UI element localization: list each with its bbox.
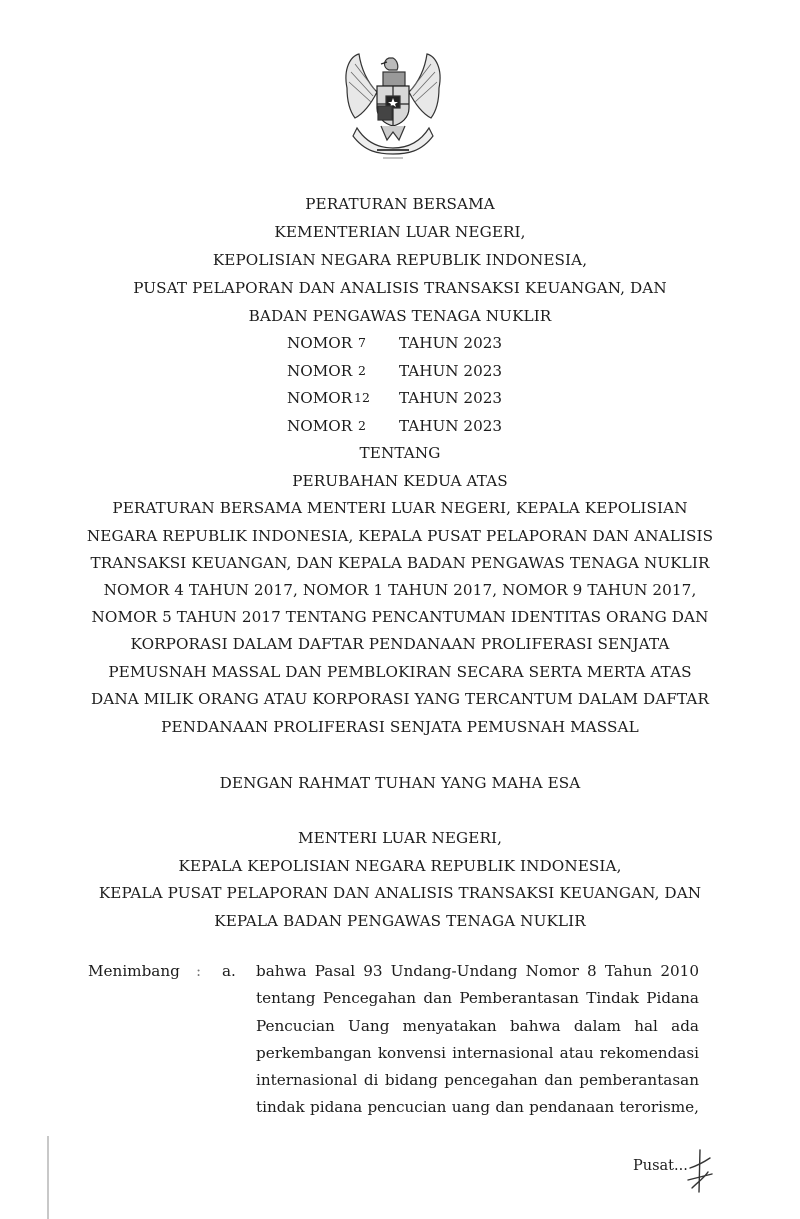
invocation: DENGAN RAHMAT TUHAN YANG MAHA ESA [219, 774, 581, 792]
paragraph-line: tentang Pencegahan dan Pemberantasan Tindak Pidana [256, 989, 699, 1008]
item-marker: a. [222, 962, 236, 980]
nomor-label: NOMOR [287, 389, 353, 407]
heading-line: BADAN PENGAWAS TENAGA NUKLIR [248, 307, 552, 325]
paragraph-line: perkembangan konvensi internasional atau rekomendasi [256, 1043, 699, 1062]
paragraph-line: tindak pidana pencucian uang dan pendanaan terorisme, [256, 1098, 699, 1117]
officials-line: KEPALA BADAN PENGAWAS TENAGA NUKLIR [214, 912, 586, 930]
paragraph-line: internasional di bidang pencegahan dan pemberantasan [256, 1071, 699, 1090]
tentang-label: TENTANG [359, 444, 441, 462]
catchword: Pusat... [633, 1158, 688, 1174]
nomor-number: 2 [358, 363, 366, 378]
nomor-year: TAHUN 2023 [399, 389, 503, 407]
considering-paragraph [256, 961, 699, 1125]
title-line: NOMOR 4 TAHUN 2017, NOMOR 1 TAHUN 2017, NOMOR 9 TAHUN 2017, [103, 581, 697, 599]
paragraph-line: bahwa Pasal 93 Undang-Undang Nomor 8 Tahun 2010 [256, 962, 699, 980]
paragraph-line: Pencucian Uang menyatakan bahwa dalam hal ada [256, 1016, 699, 1035]
nomor-year: TAHUN 2023 [399, 417, 503, 435]
heading-line: PUSAT PELAPORAN DAN ANALISIS TRANSAKSI KEUANGAN, DAN [133, 279, 667, 297]
officials-line: KEPALA KEPOLISIAN NEGARA REPUBLIK INDONESIA, [178, 857, 622, 875]
officials-line: MENTERI LUAR NEGERI, [297, 829, 503, 847]
garuda-emblem-icon [337, 48, 449, 163]
nomor-year: TAHUN 2023 [399, 334, 503, 352]
nomor-label: NOMOR [287, 334, 353, 352]
paraf-initial-icon [684, 1148, 714, 1196]
nomor-label: NOMOR [287, 362, 353, 380]
nomor-label: NOMOR [287, 417, 353, 435]
heading-line: KEMENTERIAN LUAR NEGERI, [274, 223, 526, 241]
title-line: TRANSAKSI KEUANGAN, DAN KEPALA BADAN PENGAWAS TENAGA NUKLIR [90, 554, 710, 572]
nomor-number: 7 [358, 335, 366, 350]
title-line: NEGARA REPUBLIK INDONESIA, KEPALA PUSAT PELAPORAN DAN ANALISIS [86, 527, 714, 545]
considering-label: Menimbang [88, 962, 180, 980]
heading-line: PERATURAN BERSAMA [305, 195, 495, 213]
scan-margin-line [47, 1136, 49, 1219]
considering-colon: : [196, 962, 202, 980]
nomor-number: 2 [358, 418, 366, 433]
title-line: NOMOR 5 TAHUN 2017 TENTANG PENCANTUMAN IDENTITAS ORANG DAN [91, 608, 709, 626]
title-line: PERUBAHAN KEDUA ATAS [292, 472, 508, 490]
title-line: PERATURAN BERSAMA MENTERI LUAR NEGERI, KEPALA KEPOLISIAN [112, 499, 688, 517]
nomor-year: TAHUN 2023 [399, 362, 503, 380]
nomor-number: 12 [354, 390, 370, 405]
officials-line: KEPALA PUSAT PELAPORAN DAN ANALISIS TRANSAKSI KEUANGAN, DAN [98, 884, 702, 902]
title-line: PEMUSNAH MASSAL DAN PEMBLOKIRAN SECARA SERTA MERTA ATAS [108, 663, 692, 681]
title-line: PENDANAAN PROLIFERASI SENJATA PEMUSNAH MASSAL [161, 718, 639, 736]
title-line: KORPORASI DALAM DAFTAR PENDANAAN PROLIFERASI SENJATA [130, 635, 670, 653]
heading-line: KEPOLISIAN NEGARA REPUBLIK INDONESIA, [212, 251, 588, 269]
title-line: DANA MILIK ORANG ATAU KORPORASI YANG TERCANTUM DALAM DAFTAR [90, 690, 710, 708]
